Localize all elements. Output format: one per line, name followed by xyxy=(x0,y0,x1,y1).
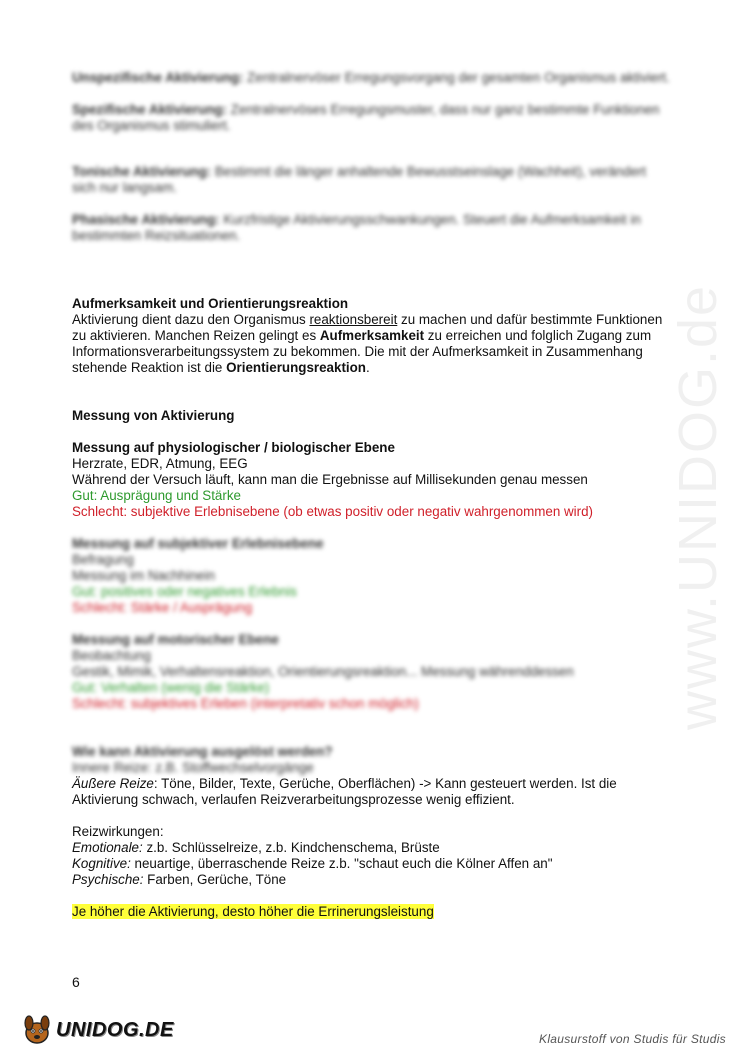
con-line: Schlecht: subjektive Erlebnisebene (ob etwas positiv oder negativ wahrgenommen wird) xyxy=(72,504,594,519)
definition-text: Zentralnervöses Erregungsmuster, dass nur ganz bestimmte Funktionen des Organismus stimuliert. xyxy=(72,102,660,133)
definition-specific xyxy=(72,102,672,134)
definition-term: Unspezifische Aktivierung: xyxy=(72,70,244,85)
pro-line: Gut: Ausprägung und Stärke xyxy=(72,488,241,503)
dog-icon xyxy=(22,1013,52,1047)
text-run: zu erreichen und folglich Zugang zum Informationsverarbeitungssystem zu bekommen. Die mit der Aufmerksamkeit in Zusammenhang stehende Reaktion ist die xyxy=(72,328,652,375)
text-run: z.b. Schlüsselreize, z.b. Kindchenschema, Brüste xyxy=(142,840,440,855)
text-run: neuartige, überraschende Reize z.b. "schaut euch die Kölner Affen an" xyxy=(130,856,553,871)
effect-item xyxy=(72,856,672,872)
subsection-heading: Reizwirkungen: xyxy=(72,824,164,839)
italic-term: Kognitive: xyxy=(72,856,131,871)
definition-text: Bestimmt die länger anhaltende Bewusstseinslage (Wachheit), verändert sich nur langsam. xyxy=(72,164,647,195)
text-run: . xyxy=(365,360,370,375)
italic-term: Psychische: xyxy=(72,872,144,887)
bold-term: Orientierungsreaktion xyxy=(226,360,366,375)
definition-term: Phasische Aktivierung: xyxy=(72,212,220,227)
text-line: Innere Reize: z.B. Stoffwechselvorgänge xyxy=(72,760,314,775)
footer-tagline: Klausurstoff von Studis für Studis xyxy=(539,1032,726,1046)
watermark: www.UNIDOG.de xyxy=(668,283,728,730)
blurred-definitions xyxy=(72,70,672,244)
text-run: : Töne, Bilder, Texte, Gerüche, Oberflächen) -> Kann gesteuert werden. Ist die Aktivierung schwach, verlaufen Reizverarbeitungsprozesse wenig effizient. xyxy=(72,776,617,807)
page-content xyxy=(72,70,672,920)
definition-term: Spezifische Aktivierung: xyxy=(72,102,228,117)
logo-text: UNIDOG.DE xyxy=(56,1019,174,1041)
subjective-measurement xyxy=(72,536,672,616)
con-line: Schlecht: subjektives Erleben (interpretativ schon möglich) xyxy=(72,696,419,711)
effect-item xyxy=(72,840,672,856)
text-run: zu machen und dafür bestimmte Funktionen zu aktivieren. Manchen Reizen gelingt es xyxy=(72,312,663,343)
text-line: Gestik, Mimik, Verhaltensreaktion, Orientierungsreaktion... Messung währenddessen xyxy=(72,664,574,679)
text-line: Messung im Nachhinein xyxy=(72,568,215,583)
effect-item xyxy=(72,872,672,888)
con-line: Schlecht: Stärke / Ausprägung xyxy=(72,600,253,615)
text-line: Herzrate, EDR, Atmung, EEG xyxy=(72,456,248,471)
outer-stimuli-paragraph xyxy=(72,776,672,808)
triggers-section xyxy=(72,744,672,808)
definition-phasic xyxy=(72,212,672,244)
definition-text: Kurzfristige Aktivierungsschwankungen. Steuert die Aufmerksamkeit in bestimmten Reizsituationen. xyxy=(72,212,641,243)
italic-term: Äußere Reize xyxy=(72,776,154,791)
section-heading: Messung von Aktivierung xyxy=(72,408,235,423)
pro-line: Gut: positives oder negatives Erlebnis xyxy=(72,584,297,599)
section-heading: Aufmerksamkeit und Orientierungsreaktion xyxy=(72,296,349,311)
motor-measurement xyxy=(72,632,672,712)
highlighted-conclusion xyxy=(72,904,672,920)
unidog-logo xyxy=(22,1010,174,1050)
attention-paragraph xyxy=(72,312,672,376)
italic-term: Emotionale: xyxy=(72,840,143,855)
underlined-term: reaktionsbereit xyxy=(309,312,398,327)
page-number: 6 xyxy=(72,974,80,990)
subsection-heading: Messung auf motorischer Ebene xyxy=(72,632,279,647)
subsection-heading: Wie kann Aktivierung ausgelöst werden? xyxy=(72,744,333,759)
definition-tonic xyxy=(72,164,672,196)
text-run: Aktivierung dient dazu den Organismus xyxy=(72,312,310,327)
definition-unspecific xyxy=(72,70,672,86)
text-line: Beobachtung xyxy=(72,648,151,663)
physiological-measurement xyxy=(72,440,672,520)
text-line: Befragung xyxy=(72,552,134,567)
bold-term: Aufmerksamkeit xyxy=(319,328,425,343)
definition-text: Zentralnervöser Erregungsvorgang der gesamten Organismus aktiviert. xyxy=(247,70,670,85)
definition-term: Tonische Aktivierung: xyxy=(72,164,212,179)
highlighted-text: Je höher die Aktivierung, desto höher die Errinerungsleistung xyxy=(72,904,434,919)
text-line: Während der Versuch läuft, kann man die Ergebnisse auf Millisekunden genau messen xyxy=(72,472,588,487)
text-run: Farben, Gerüche, Töne xyxy=(143,872,287,887)
subsection-heading: Messung auf subjektiver Erlebnisebene xyxy=(72,536,324,551)
attention-section xyxy=(72,296,672,376)
subsection-heading: Messung auf physiologischer / biologischer Ebene xyxy=(72,440,395,455)
triggers-blurred xyxy=(72,744,672,776)
pro-line: Gut: Verhalten (wenig die Stärke) xyxy=(72,680,270,695)
effects-section xyxy=(72,824,672,888)
